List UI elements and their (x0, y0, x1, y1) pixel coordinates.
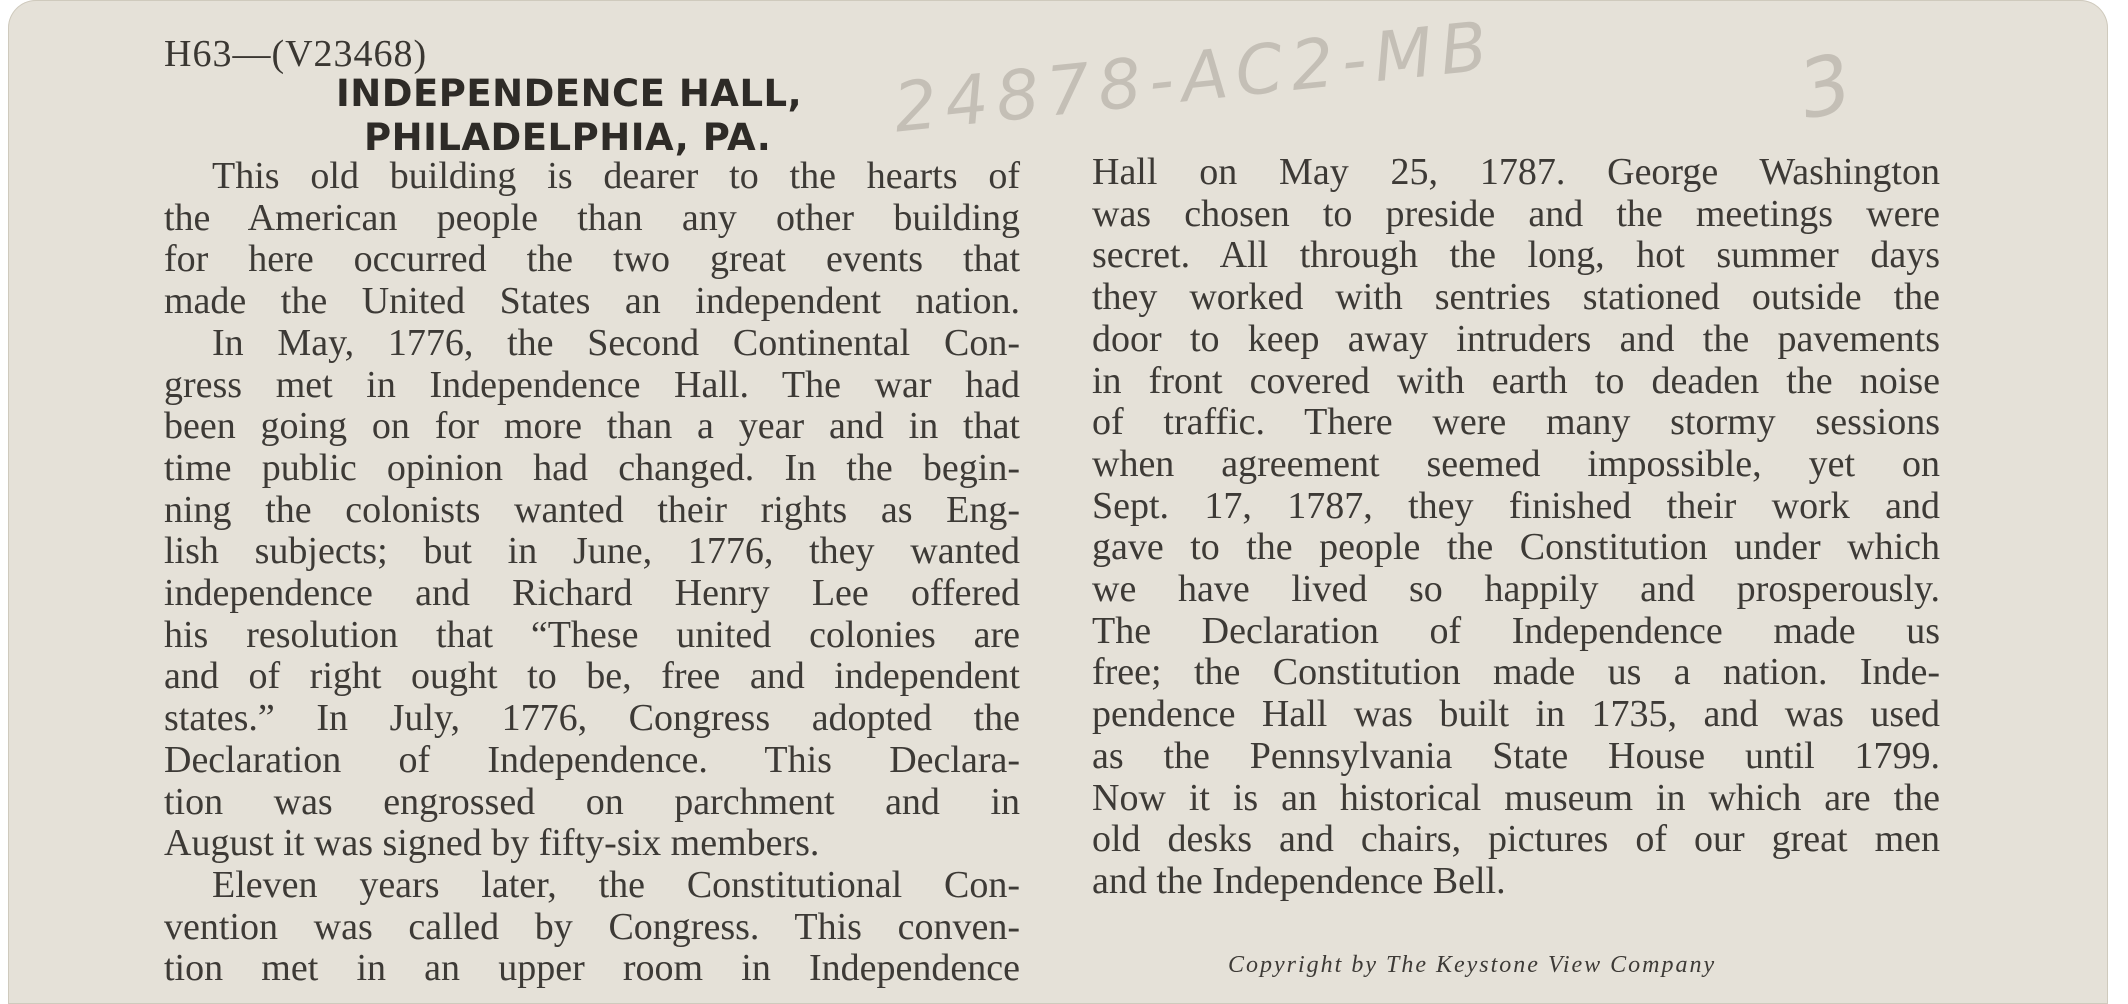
text-line: vention was called by Congress. This conven- (164, 905, 1020, 948)
card-title-line-1: INDEPENDENCE HALL, (336, 72, 803, 115)
text-line: secret. All through the long, hot summer days (1092, 234, 1940, 277)
text-line: was chosen to preside and the meetings were (1092, 192, 1940, 235)
text-line: when agreement seemed impossible, yet on (1092, 442, 1940, 485)
text-line: in front covered with earth to deaden the noise (1092, 359, 1940, 402)
text-line: made the United States an independent nation. (164, 280, 1020, 323)
text-line: as the Pennsylvania State House until 1799. (1092, 734, 1940, 777)
text-line: ning the colonists wanted their rights as Eng- (164, 488, 1020, 531)
text-line: The Declaration of Independence made us (1092, 609, 1940, 652)
text-line: and the Independence Bell. (1092, 859, 1506, 902)
text-line: Declaration of Independence. This Declara- (164, 738, 1020, 781)
text-line: gave to the people the Constitution under which (1092, 526, 1940, 569)
text-line: door to keep away intruders and the pavements (1092, 317, 1940, 360)
text-line: the American people than any other building (164, 196, 1020, 239)
text-line: independence and Richard Henry Lee offered (164, 572, 1020, 614)
text-line: and of right ought to be, free and independent (164, 655, 1020, 698)
text-line: gress met in Independence Hall. The war had (164, 363, 1020, 406)
catalog-number: H63—(V23468) (164, 33, 428, 75)
text-line: tion was engrossed on parchment and in (164, 780, 1020, 823)
text-line: they worked with sentries stationed outside the (1092, 276, 1940, 319)
text-line: been going on for more than a year and in that (164, 405, 1020, 448)
text-line: we have lived so happily and prosperously. (1092, 568, 1940, 610)
text-line: time public opinion had changed. In the begin- (164, 446, 1020, 489)
text-line: for here occurred the two great events that (164, 238, 1020, 281)
text-line: August it was signed by fifty-six members. (164, 822, 820, 865)
copyright-notice: Copyright by The Keystone View Company (1228, 952, 1717, 978)
text-line: Sept. 17, 1787, they finished their work and (1092, 484, 1940, 527)
text-line: old desks and chairs, pictures of our great men (1092, 818, 1940, 861)
card-title-line-2: PHILADELPHIA, PA. (364, 116, 772, 159)
text-line: states.” In July, 1776, Congress adopted the (164, 697, 1020, 740)
text-line: tion met in an upper room in Independence (164, 947, 1020, 990)
handwritten-mark: 3 (1790, 35, 1861, 138)
text-line: pendence Hall was built in 1735, and was used (1092, 693, 1940, 736)
text-line: In May, 1776, the Second Continental Con- (212, 321, 1020, 364)
text-line: This old building is dearer to the hearts of (212, 155, 1020, 197)
text-line: free; the Constitution made us a nation. Inde- (1092, 651, 1940, 694)
text-line: lish subjects; but in June, 1776, they wanted (164, 530, 1020, 573)
text-line: of traffic. There were many stormy sessions (1092, 401, 1940, 444)
text-line: Eleven years later, the Constitutional Con- (212, 863, 1020, 906)
text-line: Hall on May 25, 1787. George Washington (1092, 151, 1940, 193)
text-line: Now it is an historical museum in which are the (1092, 776, 1940, 819)
handwritten-note: 24878-AC2-MB (890, 6, 1499, 149)
card-edge (2108, 0, 2128, 1004)
text-line: his resolution that “These united colonies are (164, 613, 1020, 656)
